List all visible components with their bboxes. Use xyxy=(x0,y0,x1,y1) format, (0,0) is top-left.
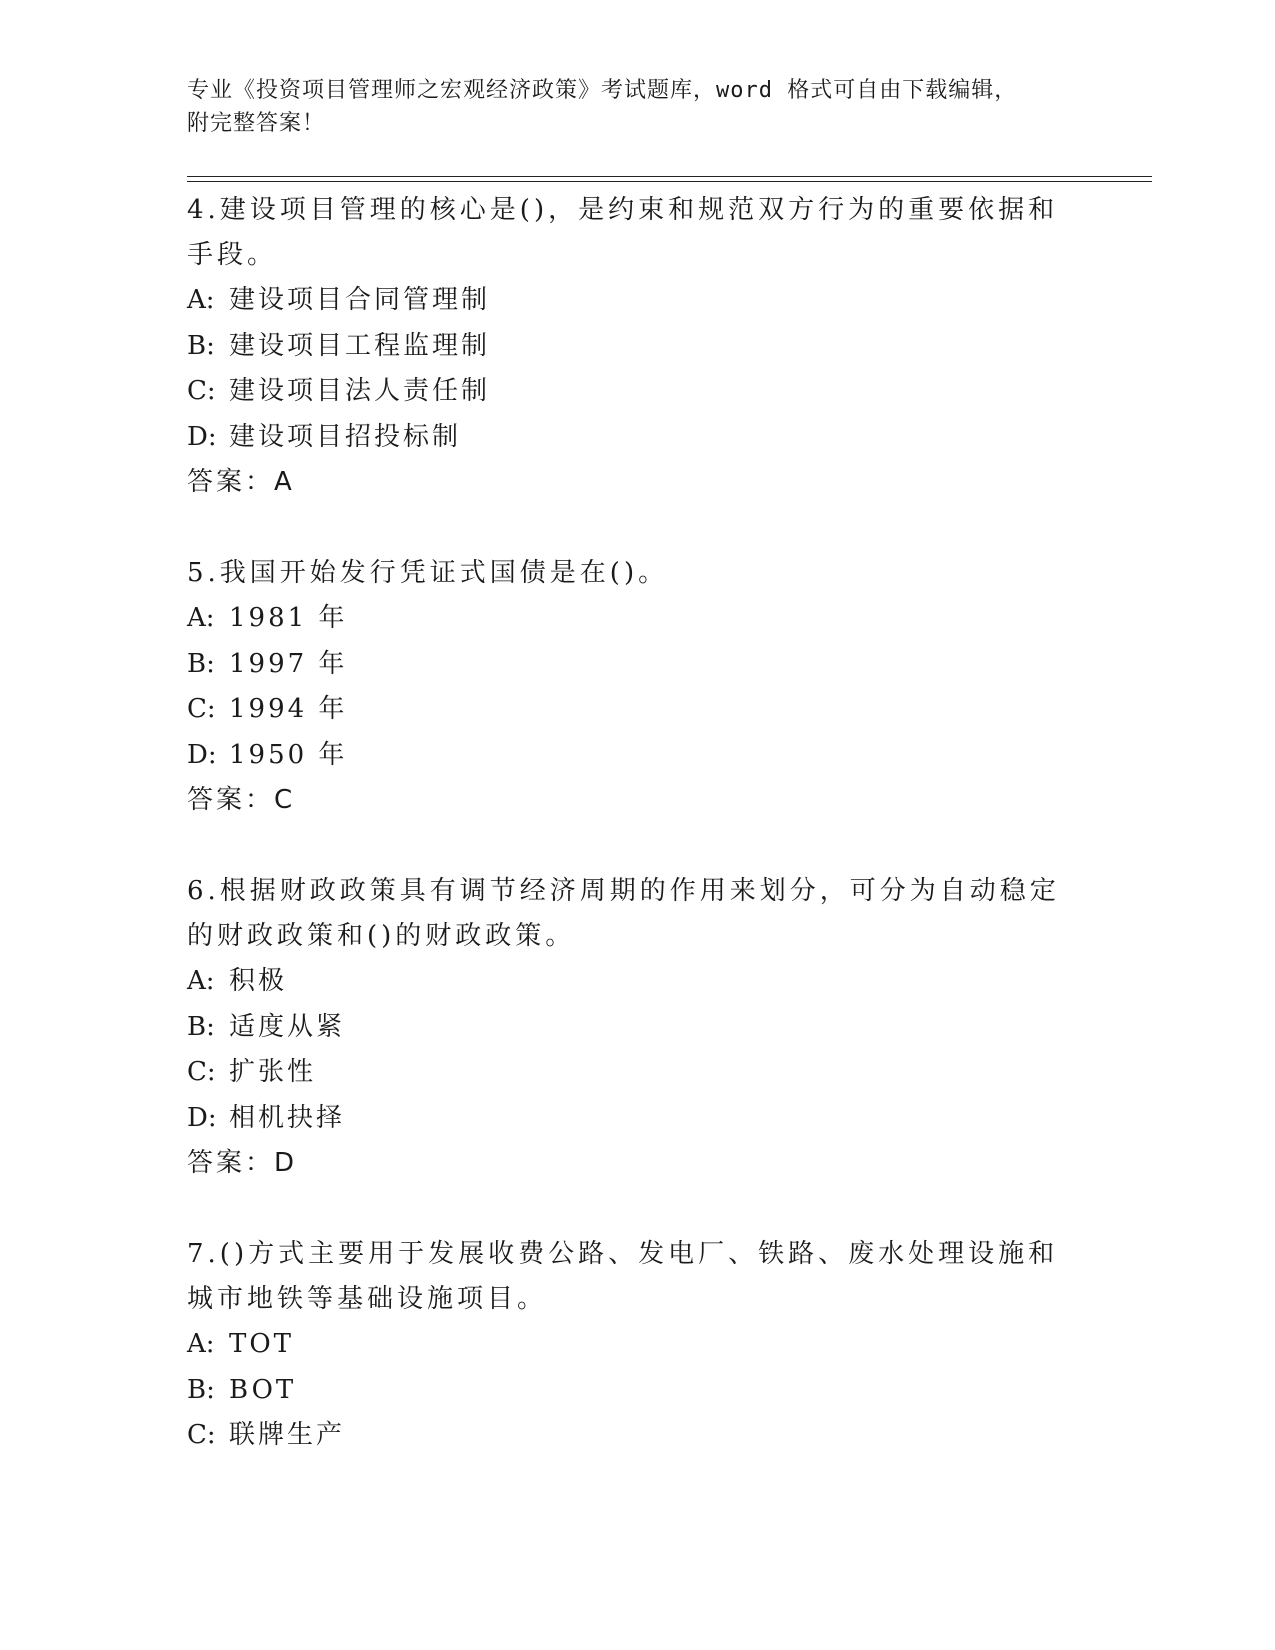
header-divider-bottom xyxy=(187,181,1152,182)
option-c xyxy=(187,1050,1067,1096)
option-text: 1981 年 xyxy=(229,603,348,633)
option-letter: A: xyxy=(187,1329,215,1359)
option-text: 建设项目招投标制 xyxy=(229,421,462,452)
question-text: 4.建设项目管理的核心是()，是约束和规范双方行为的重要依据和手段。 xyxy=(187,195,1059,270)
question-5 xyxy=(187,551,1067,823)
option-c xyxy=(187,369,1067,415)
header-divider-top xyxy=(187,176,1152,177)
option-b xyxy=(187,1368,1067,1414)
option-letter: B: xyxy=(187,648,215,679)
option-letter: D: xyxy=(187,421,217,452)
option-text: 1994 年 xyxy=(229,694,348,724)
option-c xyxy=(187,1413,1067,1459)
option-a xyxy=(187,959,1067,1005)
option-letter: A: xyxy=(187,285,215,315)
option-text: 适度从紧 xyxy=(229,1011,346,1042)
option-text: 建设项目合同管理制 xyxy=(229,285,491,315)
option-d xyxy=(187,1096,1067,1142)
option-b xyxy=(187,1005,1067,1051)
option-letter: C: xyxy=(187,694,216,724)
answer-line: 答案：C xyxy=(187,785,296,815)
option-a xyxy=(187,1322,1067,1368)
option-letter: A: xyxy=(187,603,215,633)
question-list xyxy=(187,188,1067,1505)
option-letter: A: xyxy=(187,966,215,996)
header-line-1: 专业《投资项目管理师之宏观经济政策》考试题库，word 格式可自由下载编辑， xyxy=(187,78,1018,103)
question-4 xyxy=(187,188,1067,505)
option-letter: D: xyxy=(187,739,217,770)
option-letter: D: xyxy=(187,1102,217,1133)
option-c xyxy=(187,687,1067,733)
option-letter: B: xyxy=(187,1374,215,1405)
option-text: TOT xyxy=(229,1329,294,1359)
option-text: 1950 年 xyxy=(229,739,348,770)
option-text: 联牌生产 xyxy=(229,1420,346,1450)
option-d xyxy=(187,733,1067,779)
option-text: 相机抉择 xyxy=(229,1102,346,1133)
document-header xyxy=(187,74,1087,140)
question-text: 7.()方式主要用于发展收费公路、发电厂、铁路、废水处理设施和城市地铁等基础设施项目。 xyxy=(187,1239,1059,1314)
header-line-2: 附完整答案！ xyxy=(187,111,326,136)
question-7 xyxy=(187,1232,1067,1459)
option-text: 建设项目工程监理制 xyxy=(229,330,491,361)
option-a xyxy=(187,596,1067,642)
option-d xyxy=(187,415,1067,461)
option-text: 扩张性 xyxy=(229,1057,317,1087)
option-text: 1997 年 xyxy=(229,648,348,679)
answer-line: 答案：A xyxy=(187,467,295,497)
question-text: 6.根据财政政策具有调节经济周期的作用来划分，可分为自动稳定的财政政策和()的财政政策。 xyxy=(187,876,1060,951)
option-b xyxy=(187,324,1067,370)
option-b xyxy=(187,642,1067,688)
option-text: BOT xyxy=(229,1374,297,1405)
option-text: 建设项目法人责任制 xyxy=(229,376,491,406)
question-text: 5.我国开始发行凭证式国债是在()。 xyxy=(187,558,669,588)
answer-line: 答案：D xyxy=(187,1148,298,1178)
option-letter: C: xyxy=(187,1057,216,1087)
option-a xyxy=(187,278,1067,324)
option-text: 积极 xyxy=(229,966,288,996)
question-6 xyxy=(187,869,1067,1186)
option-letter: B: xyxy=(187,1011,215,1042)
option-letter: C: xyxy=(187,1420,216,1450)
option-letter: B: xyxy=(187,330,215,361)
option-letter: C: xyxy=(187,376,216,406)
